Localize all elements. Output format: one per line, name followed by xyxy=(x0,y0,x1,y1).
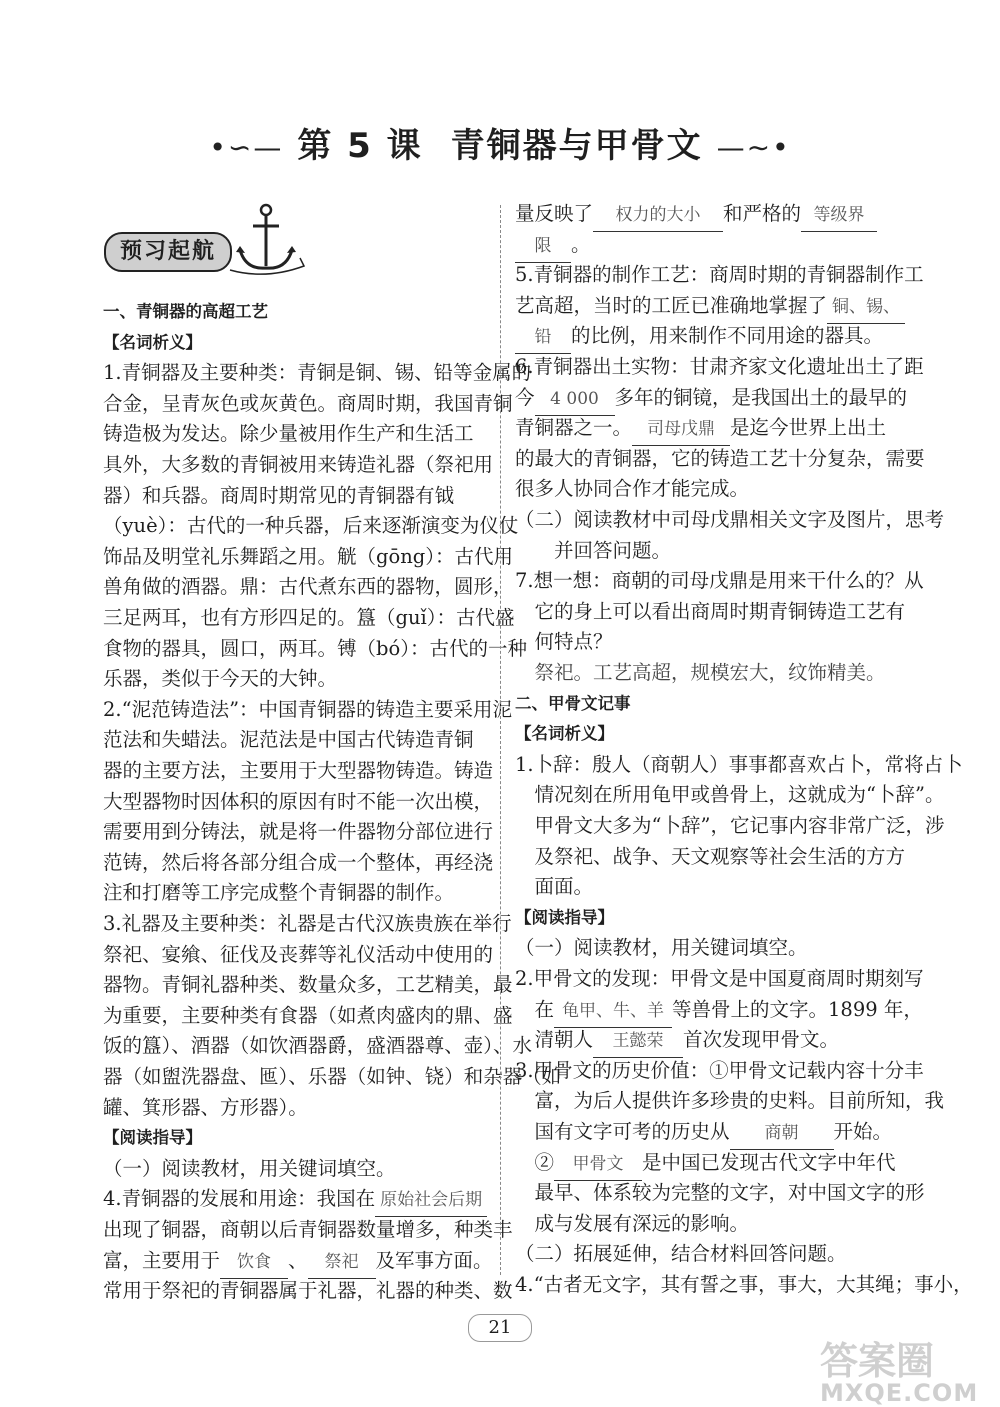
text-line: （二）拓展延伸，结合材料回答问题。 xyxy=(515,1242,847,1266)
text-line: 1.卜辞：殷人（商朝人）事事都喜欢占卜，常将占卜 xyxy=(515,752,963,776)
text-line: 情况刻在所用龟甲或兽骨上，这就成为“卜辞”。 xyxy=(515,783,945,807)
line-text: 。 xyxy=(571,232,591,256)
text-line: 大型器物时因体积的原因有时不能一次出模， xyxy=(103,789,494,813)
section-heading: 【名词析义】 xyxy=(515,724,614,744)
filled-answer: 铅 xyxy=(515,322,571,354)
text-line: 合金，呈青灰色或灰黄色。商周时期，我国青铜 xyxy=(103,391,513,415)
column-divider xyxy=(500,205,501,1275)
line-text: 是中国已发现古代文字中年代 xyxy=(642,1150,896,1174)
line-text: 清朝人 xyxy=(515,1028,594,1052)
text-line: 需要用到分铸法，就是将一件器物分部位进行 xyxy=(103,820,494,844)
line-text: 青铜器之一。 xyxy=(515,416,633,440)
text-line: 很多人协同合作才能完成。 xyxy=(515,477,750,501)
fill-in-line xyxy=(515,1116,892,1150)
right-scroll-ornament: —∼• xyxy=(716,131,791,164)
line-text: 今 xyxy=(515,385,535,409)
text-line: 器的主要方法，主要用于大型器物铸造。铸造 xyxy=(103,759,494,782)
text-line: 饰品及明堂礼乐舞蹈之用。觥（gōng）：古代用 xyxy=(103,544,514,568)
line-text: 等兽骨上的文字。1899 年， xyxy=(672,997,923,1021)
section-heading: 【阅读指导】 xyxy=(103,1128,202,1148)
fill-in-line xyxy=(515,290,905,324)
section-heading: 一、青铜器的高超工艺 xyxy=(103,302,268,321)
text-line: 2.甲骨文的发现：甲骨文是中国夏商周时期刻写 xyxy=(515,967,924,990)
text-line: 器（如盥洗器盘、匜）、乐器（如钟、铙）和杂器（如 xyxy=(103,1065,562,1088)
filled-answer: 甲骨文 xyxy=(554,1149,642,1181)
text-line: 及祭祀、战争、天文观察等社会生活的方方 xyxy=(515,844,906,868)
anchor-icon xyxy=(226,200,306,280)
fill-in-line xyxy=(515,412,886,446)
line-text: 和严格的 xyxy=(723,202,802,225)
answer-line: 祭祀。工艺高超，规模宏大，纹饰精美。 xyxy=(515,661,886,684)
filled-answer: 祭祀 xyxy=(308,1247,376,1279)
fill-in-line xyxy=(515,382,907,416)
text-line: 6.青铜器出土实物：甘肃齐家文化遗址出土了距 xyxy=(515,355,924,378)
filled-answer: 权力的大小 xyxy=(593,200,723,232)
filled-answer: 王懿荣 xyxy=(593,1026,683,1058)
text-line: 常用于祭祀的青铜器属于礼器，礼器的种类、数 xyxy=(103,1279,513,1303)
filled-answer: 饮食 xyxy=(220,1247,288,1279)
text-line: （一）阅读教材，用关键词填空。 xyxy=(515,936,808,960)
text-line: 器）和兵器。商周时期常见的青铜器有钺 xyxy=(103,483,455,507)
text-line: 5.青铜器的制作工艺：商周时期的青铜器制作工 xyxy=(515,263,924,287)
line-text: 是迄今世界上出土 xyxy=(730,416,887,440)
fill-in-line xyxy=(103,1245,493,1279)
text-line: 3.甲骨文的历史价值：①甲骨文记载内容十分丰 xyxy=(515,1058,924,1082)
text-line: 出现了铜器，商朝以后青铜器数量增多，种类丰 xyxy=(103,1218,513,1241)
text-line: 2.“泥范铸造法”：中国青铜器的铸造主要采用泥 xyxy=(103,697,513,721)
line-text: 及军事方面。 xyxy=(375,1248,493,1272)
line-text: ② xyxy=(515,1150,555,1174)
line-text: 国有文字可考的历史从 xyxy=(515,1120,730,1143)
section-badge: 预习起航 xyxy=(104,232,232,272)
text-line: 并回答问题。 xyxy=(515,538,672,562)
filled-answer: 4 000 xyxy=(535,384,615,416)
filled-answer: 龟甲、牛、羊 xyxy=(554,996,672,1028)
line-text: 在 xyxy=(515,997,555,1021)
text-line: 三足两耳，也有方形四足的。簋（guǐ）：古代盛 xyxy=(103,606,515,629)
section-heading: 【名词析义】 xyxy=(103,332,202,352)
text-line: （一）阅读教材，用关键词填空。 xyxy=(103,1156,396,1180)
filled-answer: 铜、锡、 xyxy=(827,292,905,324)
filled-answer: 司母戊鼎 xyxy=(632,414,730,446)
line-text: 的比例，用来制作不同用途的器具。 xyxy=(571,324,884,348)
line-text: 富，主要用于 xyxy=(103,1248,221,1272)
line-text: 4.青铜器的发展和用途：我国在 xyxy=(103,1187,376,1211)
fill-in-line xyxy=(515,1024,839,1058)
filled-answer: 商朝 xyxy=(730,1118,834,1150)
text-line: 罐、箕形器、方形器）。 xyxy=(103,1095,308,1119)
text-line: 最早、体系较为完整的文字，对中国文字的形 xyxy=(515,1181,925,1205)
text-line: 祭祀、宴飨、征伐及丧葬等礼仪活动中使用的 xyxy=(103,942,494,966)
text-line: 成与发展有深远的影响。 xyxy=(515,1211,750,1235)
watermark-logo xyxy=(820,1330,978,1407)
text-line: 1.青铜器及主要种类：青铜是铜、锡、铅等金属的 xyxy=(103,361,532,385)
text-line: 食物的器具，圆口，两耳。镈（bó）：古代的一种 xyxy=(103,636,527,660)
text-line: 它的身上可以看出商周时期青铜铸造工艺有 xyxy=(515,599,906,623)
text-line: 乐器，类似于今天的大钟。 xyxy=(103,667,338,691)
text-line: 4.“古者无文字，其有誓之事，事大，大其绳；事小， xyxy=(515,1273,973,1296)
text-line: 富，为后人提供许多珍贵的史料。目前所知，我 xyxy=(515,1089,945,1113)
text-line: 范铸，然后将各部分组合成一个整体，再经浇 xyxy=(103,850,494,874)
lesson-title xyxy=(0,118,1000,167)
filled-answer: 限 xyxy=(515,231,571,263)
section-heading: 二、甲骨文记事 xyxy=(515,693,631,713)
lesson-number: 第 5 课 xyxy=(297,126,423,166)
text-line: 为重要，主要种类有食器（如煮肉盛肉的鼎、盛 xyxy=(103,1003,513,1027)
line-text: 首次发现甲骨文。 xyxy=(683,1028,840,1052)
watermark-bottom: MXQE.COM xyxy=(820,1379,979,1407)
text-line: 注和打磨等工序完成整个青铜器的制作。 xyxy=(103,881,455,905)
line-text: 、 xyxy=(288,1248,308,1272)
text-line: 铸造极为发达。除少量被用作生产和生活工 xyxy=(103,422,474,446)
line-text: 开始。 xyxy=(833,1120,893,1143)
text-line: 甲骨文大多为“卜辞”，它记事内容非常广泛，涉 xyxy=(515,814,945,837)
watermark-top: 答案圈 xyxy=(820,1339,935,1383)
line-text: 艺高超，当时的工匠已准确地掌握了 xyxy=(515,293,828,317)
text-line: 何特点？ xyxy=(515,630,613,654)
text-line: 具外，大多数的青铜被用来铸造礼器（祭祀用 xyxy=(103,453,494,476)
line-text: 量反映了 xyxy=(515,202,594,225)
left-scroll-ornament: •∽— xyxy=(209,131,284,164)
fill-in-line xyxy=(515,198,877,232)
fill-in-line xyxy=(515,320,883,354)
text-line: （二）阅读教材中司母戊鼎相关文字及图片，思考 xyxy=(515,508,945,531)
filled-answer: 原始社会后期 xyxy=(375,1185,487,1217)
fill-in-line xyxy=(515,994,923,1028)
text-line: 兽角做的酒器。鼎：古代煮东西的器物，圆形， xyxy=(103,575,513,599)
text-line: 饭的簋）、酒器（如饮酒器爵，盛酒器尊、壶）、水 xyxy=(103,1034,533,1058)
text-line: 面面。 xyxy=(515,875,594,899)
text-line: 7.想一想：商朝的司母戊鼎是用来干什么的？从 xyxy=(515,569,924,593)
line-text: 多年的铜镜，是我国出土的最早的 xyxy=(614,385,908,409)
section-heading: 【阅读指导】 xyxy=(515,907,614,927)
lesson-name: 青铜器与甲骨文 xyxy=(450,126,703,166)
text-line: 范法和失蜡法。泥范法是中国古代铸造青铜 xyxy=(103,728,474,752)
filled-answer: 等级界 xyxy=(801,200,877,232)
text-line: （yuè）：古代的一种兵器，后来逐渐演变为仪仗 xyxy=(103,514,519,538)
text-line: 器物。青铜礼器种类、数量众多，工艺精美，最 xyxy=(103,973,513,997)
fill-in-line xyxy=(515,1147,896,1181)
text-line: 的最大的青铜器，它的铸造工艺十分复杂，需要 xyxy=(515,446,925,470)
page-number: 21 xyxy=(448,1310,552,1346)
fill-in-line xyxy=(103,1183,487,1217)
fill-in-line xyxy=(515,229,591,263)
text-line: 3.礼器及主要种类：礼器是古代汉族贵族在举行 xyxy=(103,912,512,935)
